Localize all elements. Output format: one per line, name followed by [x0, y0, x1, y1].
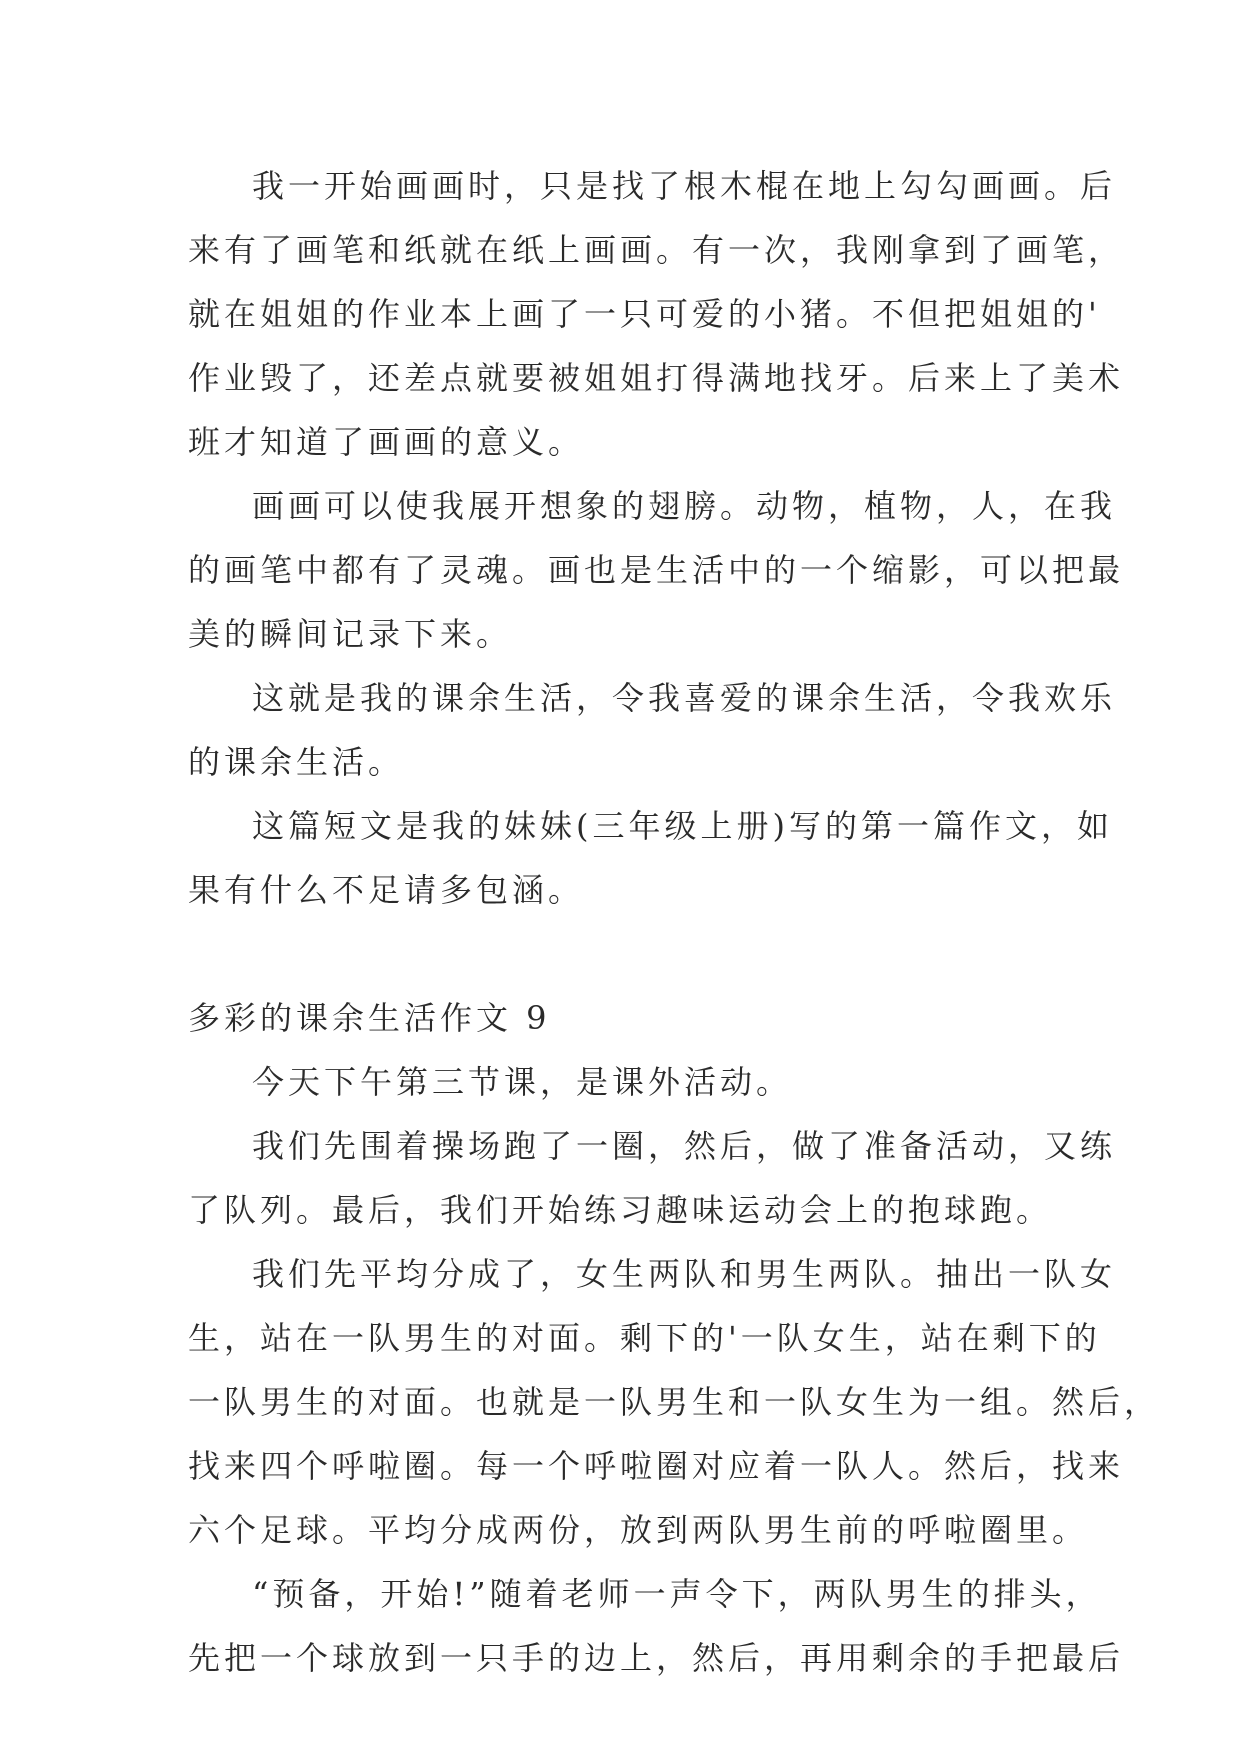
paragraph-line: 来有了画笔和纸就在纸上画画。有一次，我刚拿到了画笔，	[188, 231, 1125, 269]
paragraph-line: 班才知道了画画的意义。	[188, 423, 585, 461]
paragraph-line: 果有什么不足请多包涵。	[188, 871, 585, 909]
paragraph-line: 这就是我的课余生活，令我喜爱的课余生活，令我欢乐	[252, 679, 1117, 717]
paragraph-line: 生，站在一队男生的对面。剩下的'一队女生，站在剩下的	[188, 1319, 1101, 1357]
paragraph-line: 我们先平均分成了，女生两队和男生两队。抽出一队女	[252, 1255, 1117, 1293]
paragraph-line: 我们先围着操场跑了一圈，然后，做了准备活动，又练	[252, 1127, 1117, 1165]
paragraph-line: 我一开始画画时，只是找了根木棍在地上勾勾画画。后	[252, 167, 1117, 205]
paragraph-line: 今天下午第三节课，是课外活动。	[252, 1063, 793, 1101]
paragraph-line: 就在姐姐的作业本上画了一只可爱的小猪。不但把姐姐的'	[188, 295, 1101, 333]
paragraph-line: 美的瞬间记录下来。	[188, 615, 513, 653]
section-heading: 多彩的课余生活作文 9	[188, 999, 551, 1037]
paragraph-line: 作业毁了，还差点就要被姐姐打得满地找牙。后来上了美术	[188, 359, 1125, 397]
paragraph-line: 找来四个呼啦圈。每一个呼啦圈对应着一队人。然后，找来	[188, 1447, 1125, 1485]
paragraph-line: 的画笔中都有了灵魂。画也是生活中的一个缩影，可以把最	[188, 551, 1125, 589]
paragraph-line: 了队列。最后，我们开始练习趣味运动会上的抱球跑。	[188, 1191, 1053, 1229]
paragraph-line: 的课余生活。	[188, 743, 405, 781]
paragraph-line: 画画可以使我展开想象的翅膀。动物，植物，人，在我	[252, 487, 1117, 525]
paragraph-line: 一队男生的对面。也就是一队男生和一队女生为一组。然后，	[188, 1383, 1161, 1421]
paragraph-line: “预备，开始!”随着老师一声令下，两队男生的排头，	[252, 1575, 1102, 1613]
paragraph-line: 这篇短文是我的妹妹(三年级上册)写的第一篇作文，如	[252, 807, 1113, 845]
paragraph-line: 先把一个球放到一只手的边上，然后，再用剩余的手把最后	[188, 1639, 1125, 1677]
paragraph-line: 六个足球。平均分成两份，放到两队男生前的呼啦圈里。	[188, 1511, 1089, 1549]
